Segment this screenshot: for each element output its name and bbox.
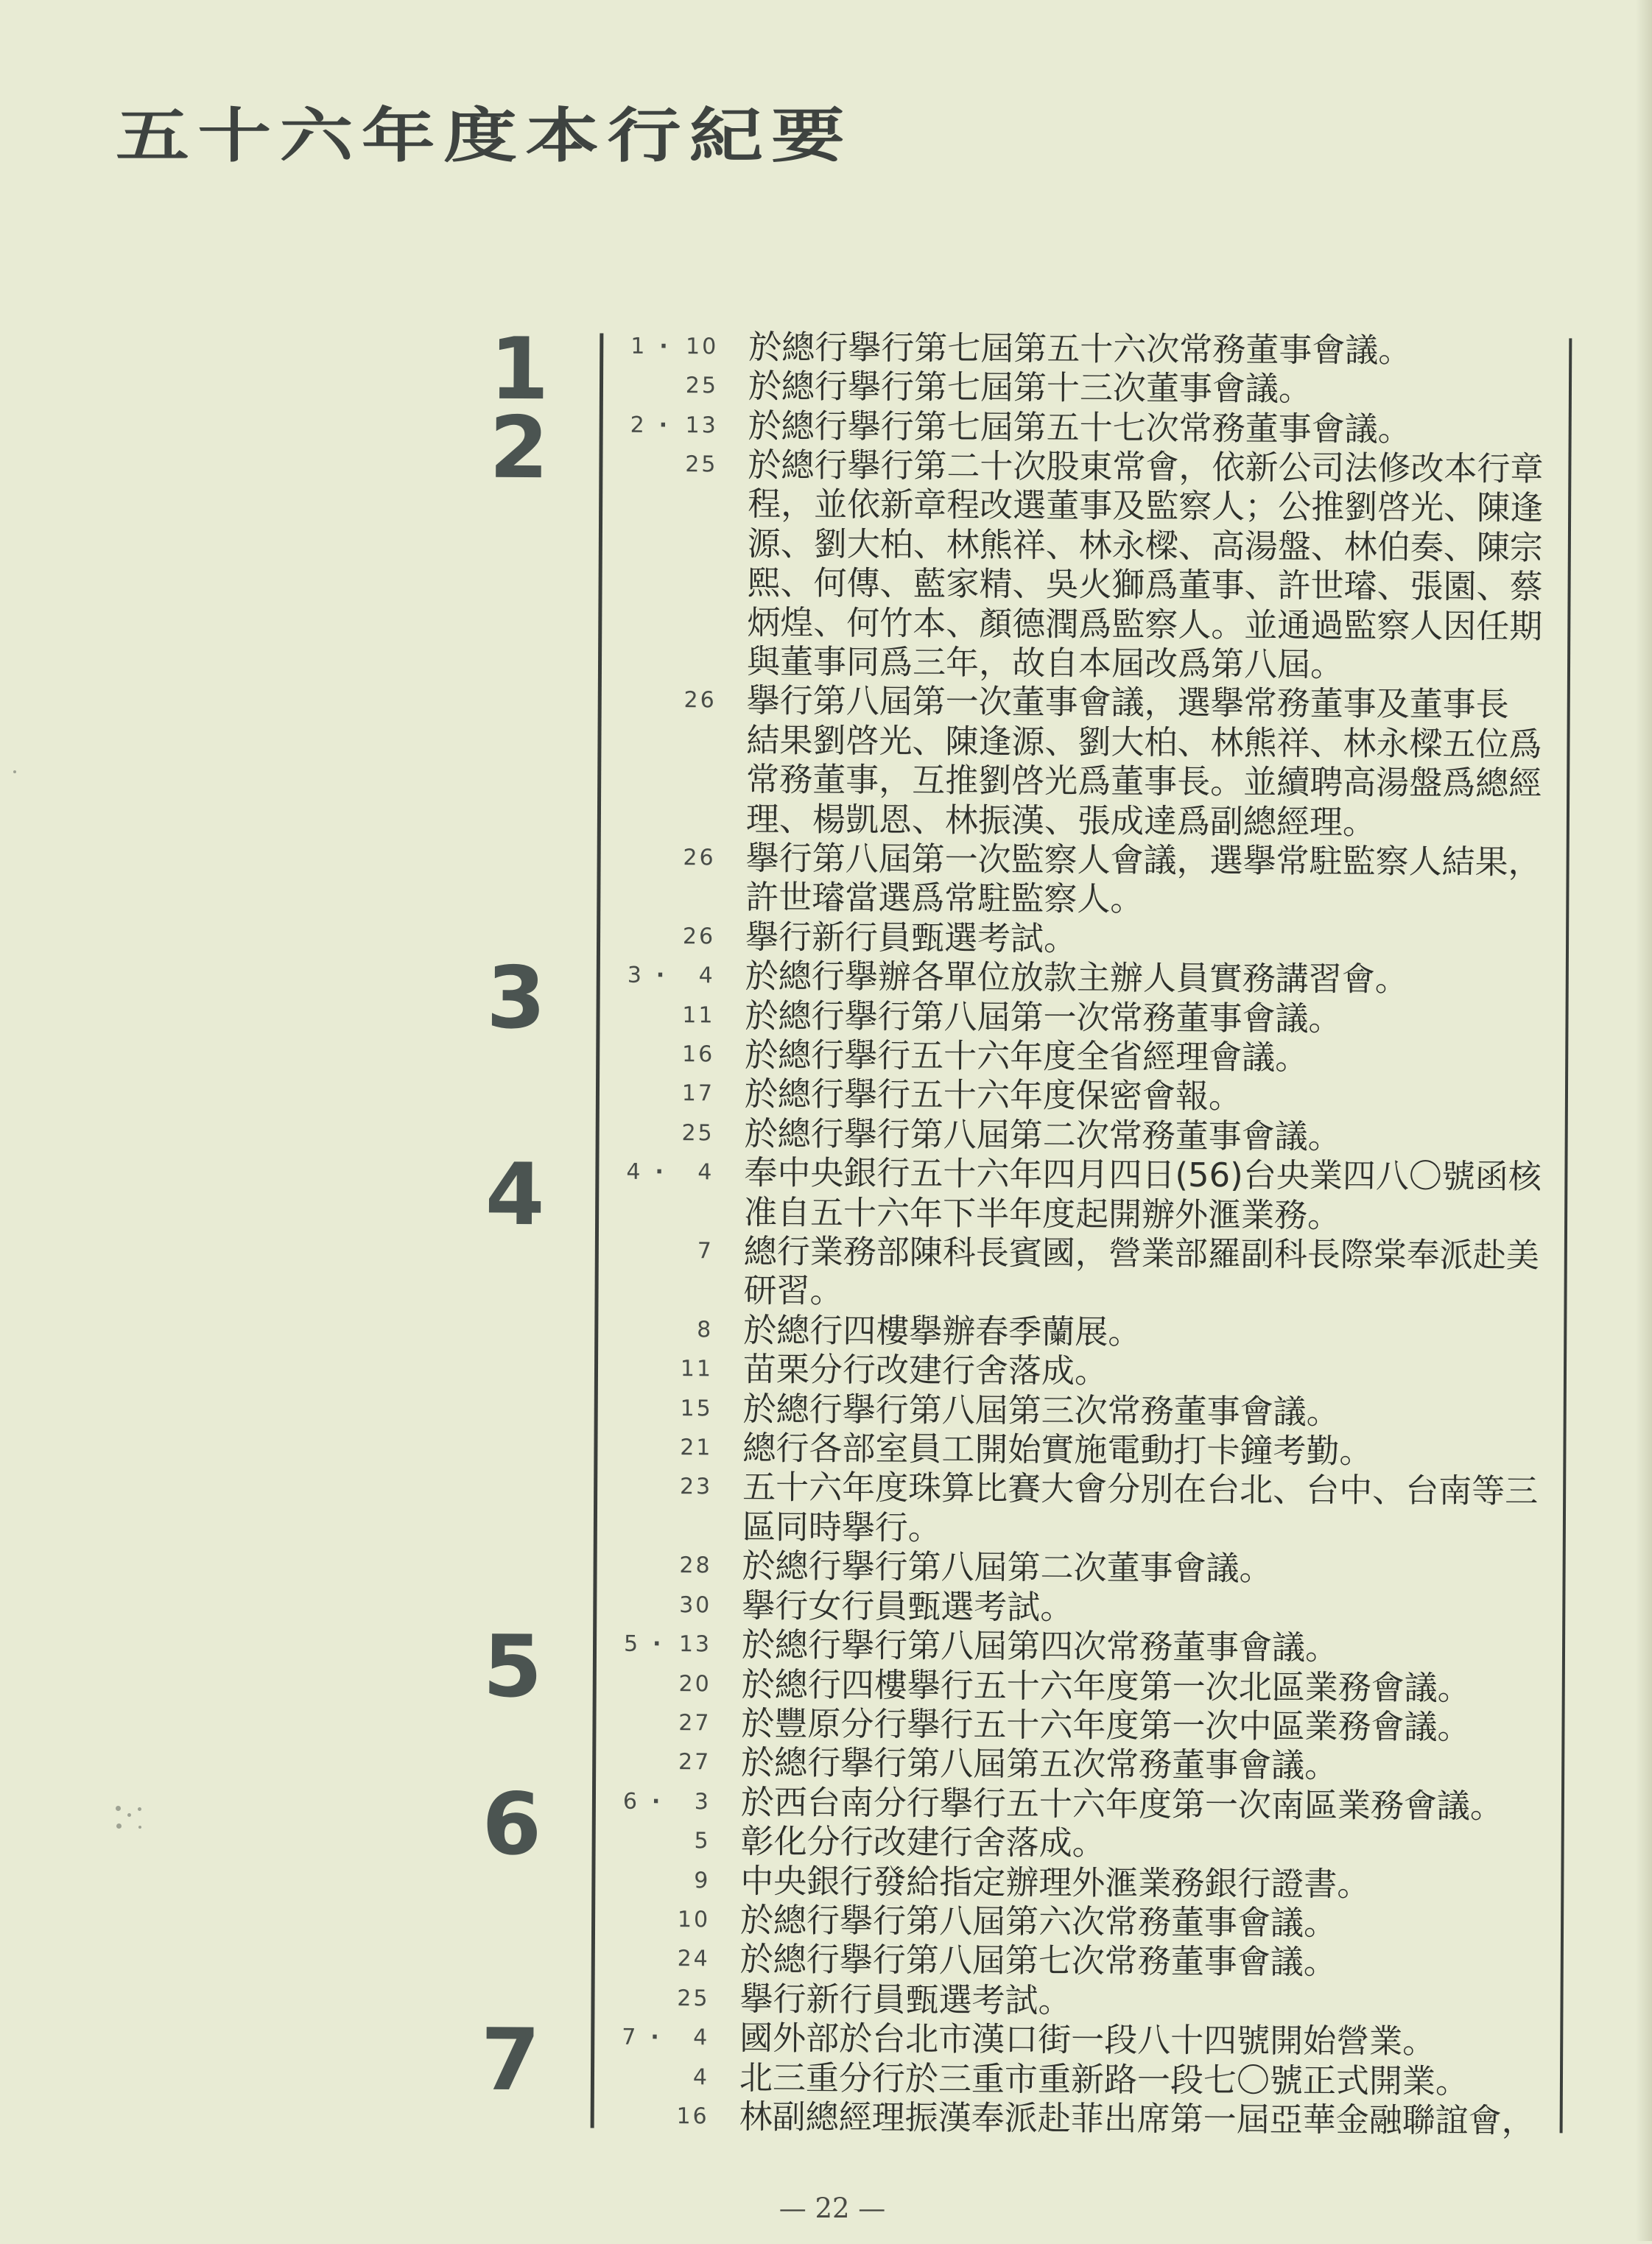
date-day: 24: [677, 1946, 710, 1972]
date-day: 7: [697, 1238, 714, 1265]
entry-date: [619, 1113, 712, 1153]
entry-text: 於總行擧行第七屆第十三次董事會議。: [748, 366, 1312, 409]
timeline-entry: [3, 441, 1652, 686]
entry-date: [617, 1428, 713, 1468]
entry-text: 熙、何傳、藍家精、吳火獅爲董事、許世璿、張園、蔡: [747, 563, 1543, 607]
month-section-4: [0, 1144, 1652, 1630]
entry-date: [622, 445, 718, 485]
date-separator: ·: [659, 333, 668, 359]
date-day: 4: [693, 2025, 710, 2051]
entry-text: 許世璿當選爲常駐監察人。: [745, 877, 1144, 919]
date-day: 10: [686, 333, 719, 360]
entry-date: [621, 838, 714, 878]
date-day: 4: [692, 2064, 710, 2090]
date-day: 16: [676, 2103, 709, 2130]
entry-date: [615, 1939, 708, 1979]
month-numeral: 6: [482, 1774, 542, 1874]
timeline-entry: [0, 1228, 1652, 1315]
entry-text: 於總行擧行第八屆第七次常務董事會議。: [739, 1939, 1337, 1983]
entry-date: [614, 2057, 710, 2097]
entry-date: [623, 366, 719, 406]
entry-text: 於總行擧行五十六年度全省經理會議。: [745, 1035, 1309, 1077]
entry-date: [619, 1035, 715, 1074]
entry-date: [623, 326, 719, 366]
date-day: 13: [678, 1631, 712, 1658]
entry-text: 准自五十六年下半年度起開辦外滙業務。: [743, 1192, 1341, 1235]
date-separator: ·: [651, 1788, 661, 1815]
date-day: 11: [682, 1002, 715, 1028]
entry-text: 於總行擧行第八屆第一次常務董事會議。: [745, 996, 1342, 1038]
entry-date: [619, 1231, 714, 1271]
entry-date: [616, 1585, 712, 1625]
entry-text: 結果劉啓光、陳逢源、劉大柏、林熊祥、林永樑五位爲: [746, 720, 1542, 764]
entry-date: [616, 1546, 712, 1586]
date-day: 15: [680, 1395, 713, 1422]
date-month: 3: [627, 962, 642, 989]
entry-text: 北三重分行於三重市重新路一段七〇號正式開業。: [739, 2058, 1469, 2101]
entry-text: 源、劉大柏、林熊祥、林永樑、高湯盤、林伯奏、陳宗: [747, 524, 1544, 567]
date-month: 1: [630, 333, 645, 359]
entry-date: [615, 1860, 711, 1900]
date-day: 28: [679, 1552, 712, 1579]
entry-date: [616, 1742, 709, 1782]
date-day: 10: [677, 1907, 711, 1933]
entry-text: 研習。: [743, 1271, 843, 1311]
entry-text: 於總行擧行第八屆第五次常務董事會議。: [741, 1742, 1338, 1786]
entry-text: 區同時擧行。: [742, 1507, 942, 1547]
entry-text: 於總行擧行第八屆第六次常務董事會議。: [739, 1900, 1338, 1943]
month-section-3: [1, 948, 1652, 1158]
date-day: 25: [681, 1119, 714, 1147]
date-month: 5: [623, 1631, 639, 1657]
entry-date: [623, 405, 716, 445]
month-numeral: 1: [489, 319, 549, 419]
entry-date: [622, 680, 717, 720]
entry-text: 擧行新行員甄選考試。: [745, 917, 1078, 958]
entry-date: [616, 1703, 709, 1743]
month-numeral: 7: [480, 2010, 541, 2111]
month-section-1: [4, 319, 1652, 419]
entry-text: 總行業務部陳科長賓國，營業部羅副科長際棠奉派赴美: [743, 1231, 1539, 1276]
date-day: 11: [680, 1356, 714, 1382]
entry-text: 於總行擧行第八屆第二次常務董事會議。: [744, 1114, 1341, 1156]
entry-text: 奉中央銀行五十六年四月四日(56)台央業四八〇號函核: [744, 1153, 1542, 1197]
date-day: 16: [681, 1041, 715, 1068]
entry-text: 中央銀行發給指定辦理外滙業務銀行證書。: [740, 1861, 1371, 1904]
entry-text: 五十六年度珠算比賽大會分別在台北、台中、台南等三: [742, 1468, 1539, 1511]
date-day: 30: [679, 1591, 712, 1619]
entry-date: [614, 2018, 710, 2058]
date-day: 13: [685, 412, 718, 438]
entry-text: 林副總經理振漢奉派赴菲出席第一屆亞華金融聯誼會，: [739, 2097, 1535, 2141]
page-title: 五十六年度本行紀要: [116, 102, 854, 170]
month-numeral: 5: [482, 1617, 543, 1717]
date-month: 4: [626, 1158, 641, 1186]
date-day: 5: [694, 1828, 711, 1854]
entry-date: [618, 1310, 714, 1350]
date-day: 25: [685, 373, 719, 399]
date-day: 17: [681, 1080, 715, 1107]
entry-text: 理、楊凱恩、林振漢、張成達爲副總經理。: [745, 799, 1377, 842]
entry-text: 於總行擧行第八屆第四次常務董事會議。: [741, 1625, 1339, 1667]
date-separator: ·: [655, 1159, 664, 1186]
entry-date: [616, 1782, 709, 1821]
entry-text: 於總行擧行第七屆第五十七次常務董事會議。: [748, 406, 1411, 449]
date-day: 26: [683, 845, 716, 871]
entry-date: [615, 1900, 711, 1940]
date-day: 25: [685, 451, 718, 478]
month-numeral: 2: [488, 398, 549, 498]
month-numeral: 3: [485, 948, 546, 1049]
timeline-entry: [0, 1464, 1651, 1552]
entry-text: 於總行擧行第八屆第二次董事會議。: [742, 1546, 1273, 1589]
timeline-entry: [0, 1144, 1652, 1245]
date-day: 23: [679, 1474, 713, 1500]
date-day: 25: [677, 1985, 710, 2012]
date-month: 7: [622, 2024, 636, 2050]
entry-text: 擧行第八屆第一次監察人會議，選擧常駐監察人結果，: [745, 838, 1542, 882]
entry-text: 於西台南分行擧行五十六年度第一次南區業務會議。: [740, 1782, 1504, 1826]
entry-row: [0, 2093, 1648, 2141]
entry-text: 彰化分行改建行舍落成。: [740, 1821, 1106, 1863]
entry-date: [619, 995, 715, 1035]
date-day: 27: [678, 1710, 711, 1737]
month-section-2: [1, 398, 1652, 961]
entry-date: [620, 916, 716, 956]
month-section-7: [0, 2010, 1648, 2141]
entry-text: 於總行擧行第八屆第三次常務董事會議。: [742, 1389, 1340, 1432]
entry-text: 擧行女行員甄選考試。: [742, 1586, 1074, 1627]
month-numeral: 4: [485, 1144, 545, 1245]
entry-date: [619, 1153, 714, 1192]
timeline-entry: [0, 2093, 1648, 2141]
date-day: 9: [694, 1867, 711, 1893]
date-day: 27: [678, 1749, 711, 1776]
date-separator: ·: [655, 963, 665, 989]
entry-text: 於總行擧行五十六年度保密會報。: [744, 1074, 1242, 1116]
timeline-entry: [2, 678, 1652, 843]
entry-text: 於總行擧辦各單位放款主辦人員實務講習會。: [745, 956, 1408, 999]
entry-text: 常務董事，互推劉啓光爲董事長。並續聘高湯盤爲總經: [746, 759, 1542, 803]
entry-text: 擧行新行員甄選考試。: [739, 1979, 1072, 2020]
entry-date: [614, 1978, 710, 2018]
month-section-5: [0, 1617, 1650, 1787]
entry-text: 炳煌、何竹本、顏德潤爲監察人。並通過監察人因任期: [747, 602, 1543, 646]
entry-date: [616, 1664, 709, 1703]
entry-text: 於總行擧行第七屆第五十六次常務董事會議。: [748, 327, 1412, 370]
entry-date: [618, 1388, 711, 1428]
page-number: — 22 —: [778, 2192, 886, 2224]
date-month: 2: [630, 412, 644, 438]
date-separator: ·: [650, 2025, 659, 2051]
timeline-rows: [0, 319, 1652, 2141]
date-day: 26: [682, 923, 716, 950]
date-day: 26: [683, 687, 717, 714]
date-day: 8: [697, 1317, 714, 1343]
entry-date: [618, 1349, 714, 1389]
date-day: 20: [678, 1670, 711, 1697]
entry-text: 擧行第八屆第一次董事會議，選擧常務董事及董事長: [746, 680, 1509, 725]
entry-date: [619, 1074, 715, 1114]
entry-text: 於豐原分行擧行五十六年度第一次中區業務會議。: [741, 1703, 1471, 1747]
entry-text: 於總行擧行第二十次股東常會，依新公司法修改本行章: [748, 445, 1544, 489]
entry-text: 國外部於台北市漢口街一段八十四號開始營業。: [739, 2018, 1436, 2061]
entry-date: [616, 1625, 712, 1664]
date-separator: ·: [652, 1631, 661, 1658]
entry-date: [616, 1821, 709, 1861]
date-day: 4: [698, 963, 715, 989]
date-day: 21: [680, 1435, 713, 1461]
entry-text: 於總行四樓擧辦春季蘭展。: [743, 1310, 1142, 1352]
entry-text: 於總行四樓擧行五十六年度第一次北區業務會議。: [741, 1664, 1471, 1708]
entry-date: [614, 2097, 707, 2136]
entry-date: [620, 956, 713, 996]
entry-text: 程，並依新章程改選董事及監察人；公推劉啓光、陳逢: [748, 484, 1544, 528]
entry-text: 總行各部室員工開始實施電動打卡鐘考勤。: [742, 1428, 1373, 1471]
entry-text: 苗栗分行改建行舍落成。: [742, 1349, 1108, 1391]
entry-date: [617, 1467, 713, 1507]
date-day: 3: [694, 1788, 711, 1815]
entry-text: 與董事同爲三年，故自本屆改爲第八屆。: [746, 641, 1344, 684]
month-section-6: [0, 1774, 1649, 2023]
timeline-entry: [1, 834, 1652, 922]
date-separator: ·: [658, 412, 668, 438]
date-month: 6: [622, 1788, 638, 1815]
date-day: 4: [697, 1159, 714, 1186]
